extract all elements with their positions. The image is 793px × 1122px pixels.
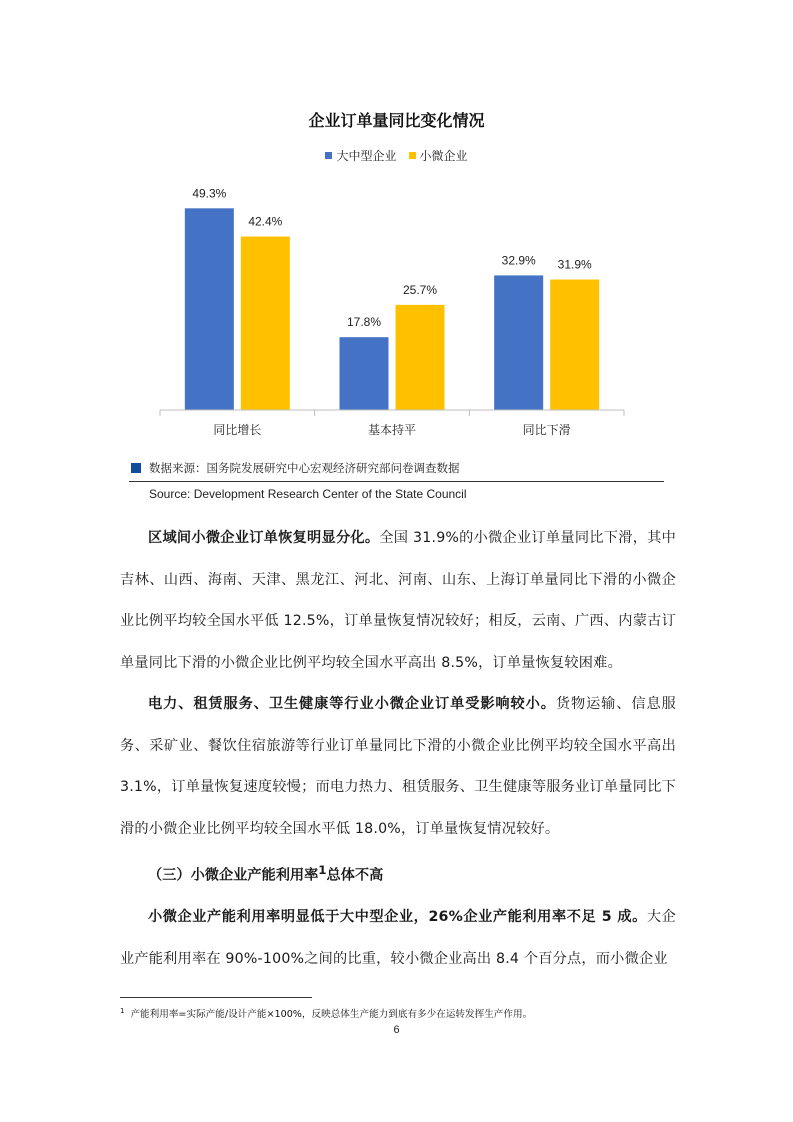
footnote-divider xyxy=(120,997,312,998)
subheading-prefix: （三）小微企业产能利用率 xyxy=(148,867,319,884)
legend-label-large: 大中型企业 xyxy=(336,149,397,163)
paragraph-regional-text: 全国 31.9%的小微企业订单量同比下滑，其中吉林、山西、海南、天津、黑龙江、河北、河南、山东、上海订单量同比下滑的小微企业比例平均较全国水平低 12.5%，订单量恢复情况较好；相反，云南、广西、内蒙古订单量同比下滑的小微企业比例平均较全国水平高出 8.5%，订单量恢复较困难。 xyxy=(120,530,676,671)
data-label-large-1: 17.8% xyxy=(346,315,382,330)
category-label-2: 同比下滑 xyxy=(522,423,571,437)
bar-small-1 xyxy=(396,305,445,410)
paragraph-regional-bold: 区域间小微企业订单恢复明显分化。 xyxy=(148,530,380,546)
data-label-small-1: 25.7% xyxy=(402,282,438,297)
paragraph-capacity xyxy=(120,897,676,980)
subheading-suffix: 总体不高 xyxy=(326,867,384,884)
bar-chart xyxy=(0,0,793,460)
body-text xyxy=(120,518,676,980)
subheading-footnote-ref[interactable]: 1 xyxy=(318,863,327,877)
bar-large-2 xyxy=(494,275,543,410)
bar-small-0 xyxy=(241,237,290,410)
footnote xyxy=(120,1006,532,1020)
data-label-large-2: 32.9% xyxy=(501,253,536,268)
chart-title: 企业订单量同比变化情况 xyxy=(308,111,485,130)
paragraph-capacity-text: 大企业产能利用率在 90%-100%之间的比重，较小微企业高出 8.4 个百分点，而小微企业 xyxy=(120,909,676,967)
paragraph-capacity-bold: 小微企业产能利用率明显低于大中型企业，26%企业产能利用率不足 5 成。 xyxy=(148,909,647,926)
source-square-icon xyxy=(131,463,141,473)
page-number: 6 xyxy=(393,1024,400,1036)
bar-small-2 xyxy=(550,280,599,411)
source-divider xyxy=(129,481,664,482)
footnote-number: 1 xyxy=(120,1006,125,1015)
source-en-text: Source: Development Research Center of the State Council xyxy=(149,487,467,501)
paragraph-regional xyxy=(120,518,676,684)
bar-large-1 xyxy=(340,337,389,410)
category-label-1: 基本持平 xyxy=(367,423,417,437)
data-label-small-2: 31.9% xyxy=(557,257,592,272)
paragraph-industry xyxy=(120,684,676,850)
legend-label-small: 小微企业 xyxy=(419,149,468,163)
category-label-0: 同比增长 xyxy=(213,423,262,437)
bar-large-0 xyxy=(185,208,234,410)
data-label-large-0: 49.3% xyxy=(192,186,227,201)
section-subheading xyxy=(120,850,676,897)
source-cn-text: 数据来源：国务院发展研究中心宏观经济研究部问卷调查数据 xyxy=(149,461,460,475)
paragraph-industry-bold: 电力、租赁服务、卫生健康等行业小微企业订单受影响较小。 xyxy=(148,696,556,712)
paragraph-industry-text: 货物运输、信息服务、采矿业、餐饮住宿旅游等行业订单量同比下滑的小微企业比例平均较全国水平高出 3.1%，订单量恢复速度较慢；而电力热力、租赁服务、卫生健康等服务业订单量同比下滑的小微企业比例平均较全国水平低 18.0%，订单量恢复情况较好。 xyxy=(120,696,676,837)
footnote-text: 产能利用率=实际产能/设计产能×100%，反映总体生产能力到底有多少在运转发挥生产作用。 xyxy=(130,1009,533,1020)
source-cn-line xyxy=(129,460,664,476)
chart-source xyxy=(129,460,664,501)
data-label-small-0: 42.4% xyxy=(248,214,283,229)
